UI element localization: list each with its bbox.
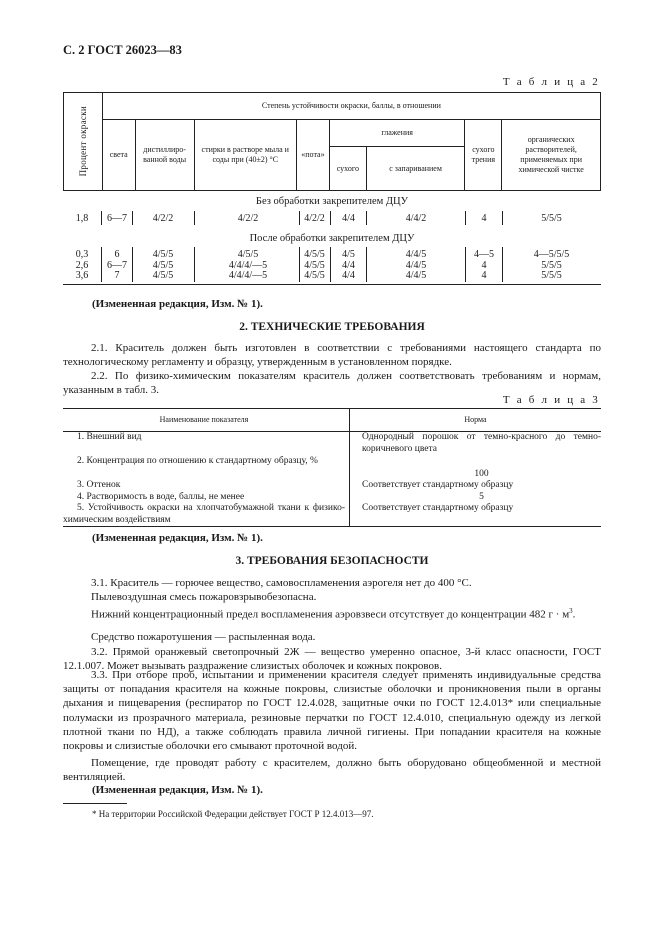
table2-column-rule: [101, 247, 102, 282]
table2-column-rule: [299, 247, 300, 282]
table-row: [63, 480, 601, 492]
table2-cell-sweat: 4/5/5: [304, 270, 325, 281]
table2-cell-pct: 2,6: [75, 259, 89, 271]
table-row: [63, 456, 601, 480]
table3-row5-name: 5. Устойчивость окраски на хлопчатобумажной ткани к физико-химическим воздействиям: [63, 503, 350, 527]
footnote-divider: [63, 803, 127, 804]
table2-cell-solv: 4—5/5/5: [533, 249, 570, 260]
table2-cell-sweat: 4/2/2: [304, 213, 325, 224]
table2-column-rule: [465, 211, 466, 225]
paragraph-3-2: 3.2. Прямой оранжевый светопрочный 2Ж — вещество умеренно опасное, 3-й класс опасности, ГОСТ 12.1.007. Может вызывать раздражение слизистых оболочек и кожных покровов.: [63, 646, 601, 673]
table2-section-2: После обработки закрепителем ДЦУ: [249, 233, 415, 244]
table2-cell-iron-steam: 4/4/5: [405, 259, 427, 271]
table2-cell-pct: 0,3: [75, 249, 89, 260]
section-3-title: 3. ТРЕБОВАНИЯ БЕЗОПАСНОСТИ: [235, 555, 429, 567]
table2-col-water: дистиллиро-ванной воды: [135, 120, 194, 191]
table2-cell-solv: 5/5/5: [541, 270, 562, 281]
table2-column-rule: [299, 211, 300, 225]
paragraph-3-1: 3.1. Краситель — горючее вещество, самовоспламенения аэрогеля нет до 400 °С.: [91, 577, 472, 589]
table2-column-rule: [194, 211, 195, 225]
table2-cell-light: 6: [114, 249, 120, 260]
table2-col-wash: стирки в растворе мыла и соды при (40±2) °С: [194, 120, 296, 191]
table2-cell-light: 7: [114, 270, 120, 281]
table2-column-rule: [366, 247, 367, 282]
table-row: [63, 503, 601, 527]
table2-col-iron: глажения: [329, 120, 464, 147]
table2-cell-sweat: 4/5/5: [304, 249, 325, 260]
table2-header: [63, 92, 601, 191]
table2-cell-wash: 4/4/4/—5: [228, 270, 268, 281]
table2-cell-water: 4/5/5: [152, 249, 174, 260]
table3-row2-norm: 100: [474, 468, 489, 479]
table3-row4-name: 4. Растворимость в воде, баллы, не менее: [63, 492, 350, 504]
table2-cell-iron-steam: 4/4/5: [405, 270, 427, 281]
edit-note: (Измененная редакция, Изм. № 1).: [92, 784, 263, 796]
paragraph-3-1-extinguish: Средство пожаротушения — распыленная вода.: [91, 631, 316, 643]
table2-section-1: Без обработки закрепителем ДЦУ: [255, 196, 409, 207]
table2-cell-wash: 4/4/4/—5: [228, 259, 268, 271]
table3-row4-norm: 5: [479, 491, 484, 502]
table2-column-rule: [132, 211, 133, 225]
table3-caption: Т а б л и ц а 3: [502, 394, 600, 406]
table3-row1-name: 1. Внешний вид: [63, 432, 350, 457]
table2-cell-water: 4/2/2: [152, 213, 174, 224]
table3-head-name: Наименование показателя: [63, 409, 350, 432]
table3-head-norm: Норма: [350, 409, 602, 432]
table2-col-percent: Процент окраски: [64, 93, 103, 191]
table2-cell-rub: 4: [481, 213, 487, 224]
table2-column-rule: [465, 247, 466, 282]
table2-col-rub: сухого трения: [465, 120, 502, 191]
table2-caption: Т а б л и ц а 2: [502, 76, 600, 88]
footnote: * На территории Российской Федерации действует ГОСТ Р 12.4.013—97.: [92, 809, 374, 819]
table2-cell-wash: 4/2/2: [237, 213, 259, 224]
table-row: [63, 492, 601, 504]
table2-cell-rub: 4: [481, 259, 487, 271]
table3-row2-name: 2. Концентрация по отношению к стандартному образцу, %: [63, 456, 350, 480]
table3-row3-name: 3. Оттенок: [63, 480, 350, 492]
table2-col-solvents: органических растворителей, применяемых при химической чистке: [502, 120, 601, 191]
table2-column-rule: [330, 211, 331, 225]
table2-cell-rub: 4—5: [474, 249, 494, 260]
paragraph-2-1: 2.1. Краситель должен быть изготовлен в соответствии с требованиями настоящего стандарта по технологическому регламенту и образцу, утвержденным в установленном порядке.: [63, 342, 601, 369]
table2-cell-sweat: 4/5/5: [304, 259, 325, 271]
paragraph-3-1-dust: Пылевоздушная смесь пожаровзрывобезопасна.: [91, 591, 317, 603]
table2-cell-iron-dry: 4/4: [342, 270, 355, 281]
table2-column-rule: [366, 211, 367, 225]
table2-cell-water: 4/5/5: [152, 270, 174, 281]
table2-cell-iron-dry: 4/5: [342, 249, 355, 260]
table2-cell-light: 6—7: [107, 213, 127, 224]
table3-row3-norm: Соответствует стандартному образцу: [362, 480, 514, 490]
paragraph-2-2: 2.2. По физико-химическим показателям краситель должен соответствовать требованиям и нормам, указанным в табл. 3.: [63, 370, 601, 397]
paragraph-3-4: Помещение, где проводят работу с красителем, должно быть оборудовано общеобменной и местной вентиляцией.: [63, 757, 601, 784]
table2-cell-iron-steam: 4/4/5: [405, 249, 427, 260]
table3-row1-norm: Однородный порошок от темно-красного до темно-коричневого цвета: [362, 432, 601, 454]
edit-note: (Измененная редакция, Изм. № 1).: [92, 298, 263, 310]
table2-cell-rub: 4: [481, 270, 487, 281]
table2-col-iron-dry: сухого: [329, 147, 366, 191]
table2-column-rule: [101, 211, 102, 225]
table3: [63, 408, 601, 527]
table2-col-light: света: [102, 120, 135, 191]
table2-cell-pct: 1,8: [75, 213, 89, 224]
table2-cell-water: 4/5/5: [152, 259, 174, 271]
section-2-title: 2. ТЕХНИЧЕСКИЕ ТРЕБОВАНИЯ: [239, 321, 425, 333]
table2-bottom-rule: [63, 284, 601, 285]
table2-column-rule: [194, 247, 195, 282]
table2-column-rule: [502, 247, 503, 282]
page-header: С. 2 ГОСТ 26023—83: [63, 43, 182, 57]
table2-col-sweat: «пота»: [296, 120, 329, 191]
table2-cell-pct: 3,6: [75, 270, 89, 281]
paragraph-3-1-limit: Нижний концентрационный предел воспламенения аэровзвеси отсутствует до концентрации 482 $г \cdot м^3$.: [91, 607, 576, 621]
table2-cell-light: 6—7: [107, 259, 127, 271]
table2-cell-solv: 5/5/5: [541, 213, 562, 224]
edit-note: (Измененная редакция, Изм. № 1).: [92, 532, 263, 544]
table2-col-iron-steam: с запариванием: [366, 147, 465, 191]
table2-group-header: Степень устойчивости окраски, баллы, в отношении: [102, 93, 600, 120]
table2-cell-solv: 5/5/5: [541, 259, 562, 271]
table2-column-rule: [132, 247, 133, 282]
table2-column-rule: [330, 247, 331, 282]
table2-cell-wash: 4/5/5: [237, 249, 259, 260]
table2-cell-iron-dry: 4/4: [342, 213, 355, 224]
paragraph-3-3: 3.3. При отборе проб, испытании и применении красителя следует применять индивидуальные средства защиты от попадания красителя на кожные покровы, слизистые оболочки и проникновения пыли в органы дыхания и пищеварения (респиратор по ГОСТ 12.4.028, защитные очки по ГОСТ 12.4.013* или специальные полумаски из прозрачного материала, резиновые перчатки по ГОСТ 12.4.010, специальную одежду из легкой плотной ткани по НД), а также соблюдать правила личной гигиены. При попадании красителя на кожные покровы и слизистые оболочки его смывают проточной водой.: [63, 669, 601, 753]
table2-cell-iron-steam: 4/4/2: [405, 213, 427, 224]
table2-column-rule: [502, 211, 503, 225]
table3-row5-norm: Соответствует стандартному образцу: [350, 503, 602, 527]
table2-cell-iron-dry: 4/4: [342, 259, 355, 271]
table-row: [63, 432, 601, 457]
